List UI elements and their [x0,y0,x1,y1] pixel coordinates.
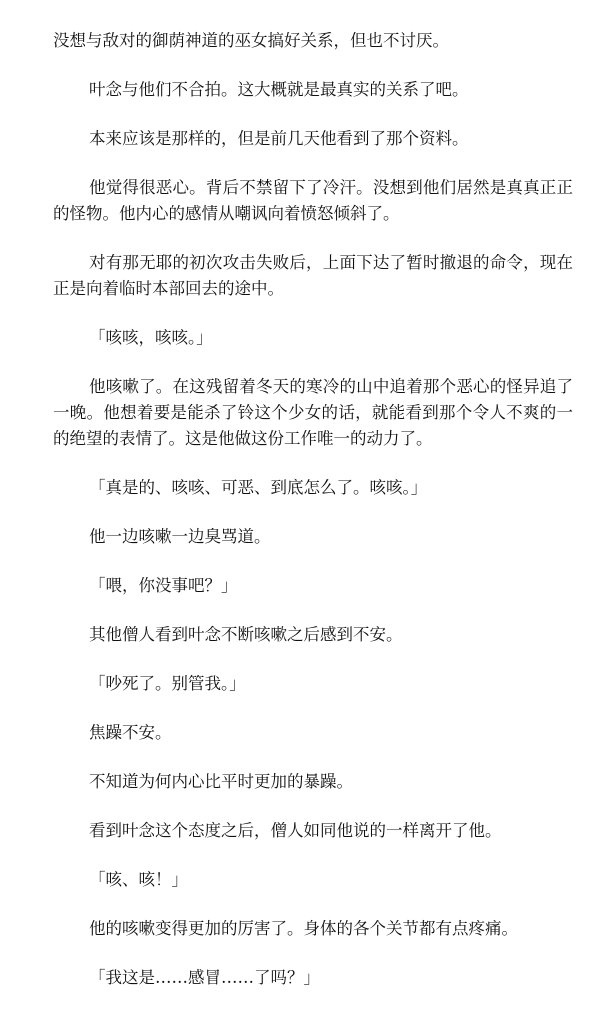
paragraph: 看到叶念这个态度之后，僧人如同他说的一样离开了他。 [89,821,502,840]
paragraph: 其他僧人看到叶念不断咳嗽之后感到不安。 [89,625,403,644]
paragraph: 对有那无耶的初次攻击失败后，上面下达了暂时撤退的命令，现在正是向着临时本部回去的途中。 [53,253,573,298]
paragraph: 他一边咳嗽一边臭骂道。 [89,527,271,546]
dialogue-line: 「咳咳，咳咳。」 [89,328,213,347]
dialogue-line: 「吵死了。别管我。」 [89,674,246,693]
paragraph: 本来应该是那样的，但是前几天他看到了那个资料。 [89,129,469,148]
dialogue-line: 「我这是……感冒……了吗？」 [89,968,320,987]
paragraph: 焦躁不安。 [89,723,172,742]
dialogue-line: 「咳、咳！」 [89,870,188,889]
paragraph: 叶念与他们不合拍。这大概就是最真实的关系了吧。 [89,80,469,99]
paragraph: 他觉得很恶心。背后不禁留下了冷汗。没想到他们居然是真真正正的怪物。他内心的感情从嘲讽向着愤怒倾斜了。 [53,178,573,223]
paragraph: 他的咳嗽变得更加的厉害了。身体的各个关节都有点疼痛。 [89,919,518,938]
dialogue-line: 「真是的、咳咳、可恶、到底怎么了。咳咳。」 [89,478,428,497]
document-body [53,28,573,1014]
paragraph: 没想与敌对的御荫神道的巫女搞好关系，但也不讨厌。 [53,31,449,50]
paragraph: 不知道为何内心比平时更加的暴躁。 [89,772,353,791]
dialogue-line: 「喂，你没事吧？」 [89,576,238,595]
paragraph: 他咳嗽了。在这残留着冬天的寒冷的山中追着那个恶心的怪异追了一晚。他想着要是能杀了铃这个少女的话，就能看到那个令人不爽的一的绝望的表情了。这是他做这份工作唯一的动力了。 [53,377,573,448]
